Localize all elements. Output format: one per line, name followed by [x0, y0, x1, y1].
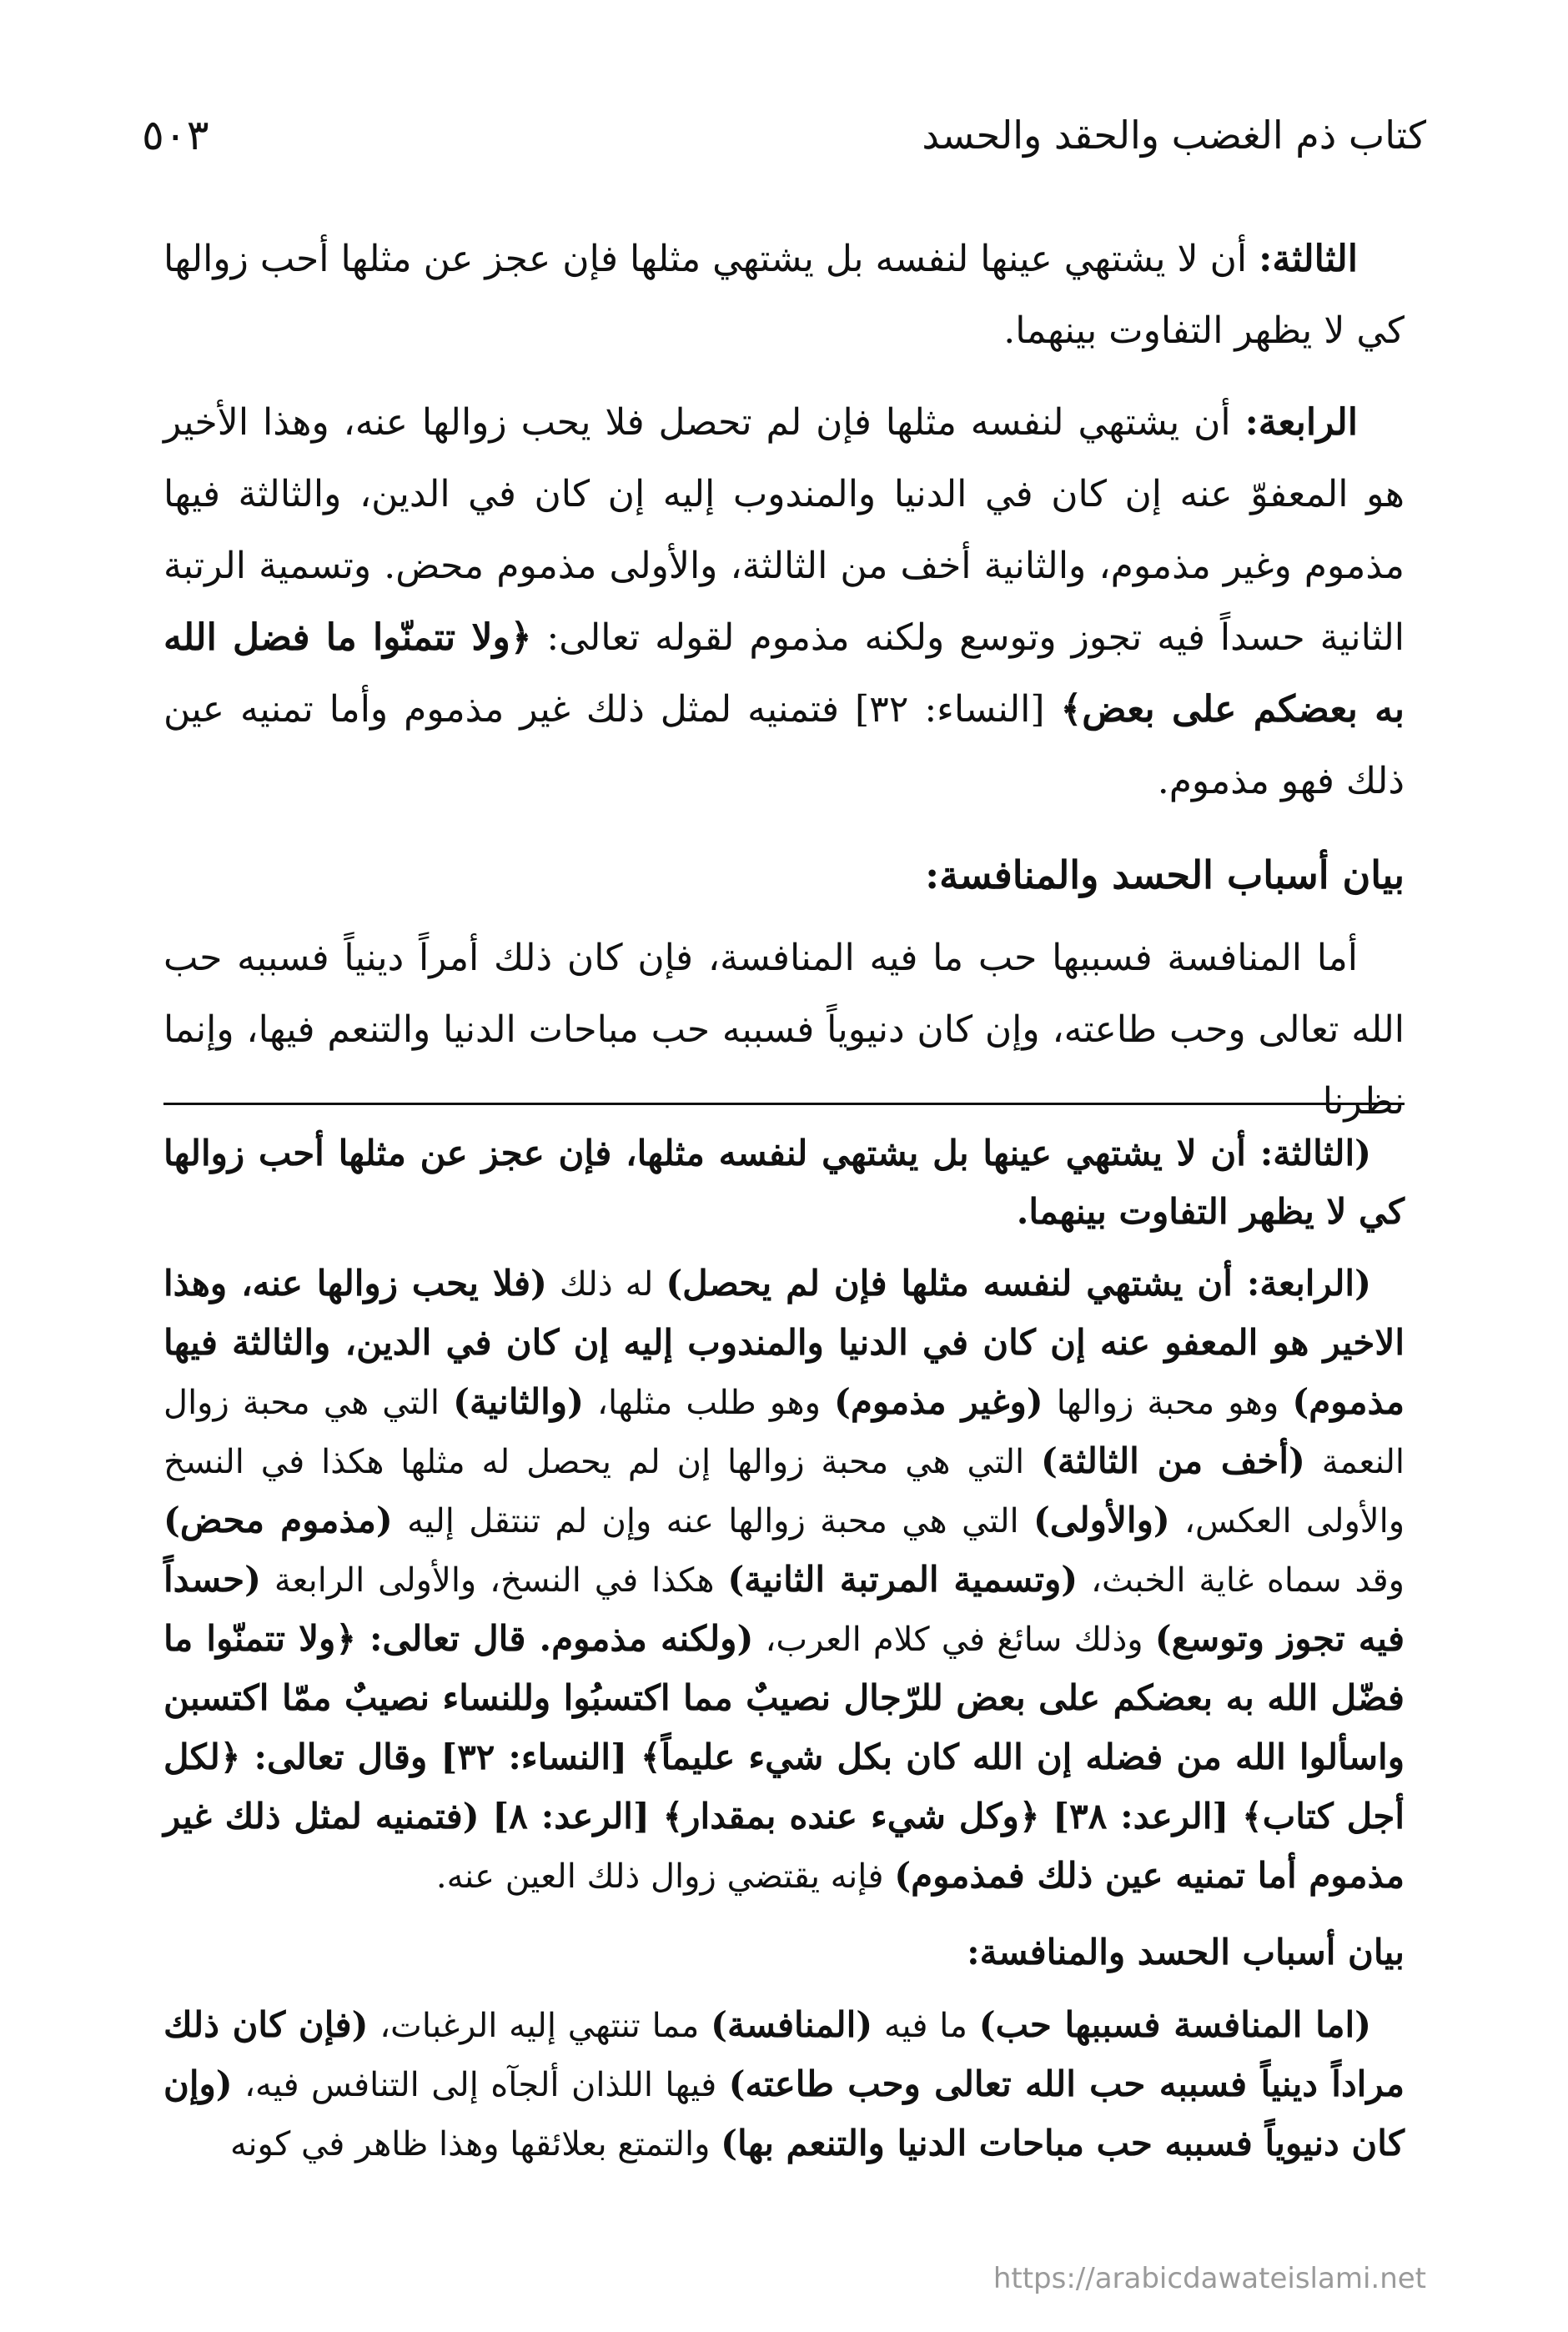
- chapter-title: كتاب ذم الغضب والحقد والحسد: [922, 113, 1426, 158]
- commentary-bold: (وغير مذموم): [834, 1381, 1043, 1422]
- paragraph-fourth: [163, 387, 1405, 817]
- paragraph-competition: أما المنافسة فسببها حب ما فيه المنافسة، فإن كان ذلك أمراً دينياً فسببه حب الله تعالى وحب طاعته، وإن كان دنيوياً فسببه حب مباحات الدنيا والتنعم فيها، وإنما نظرنا: [163, 937, 1405, 1123]
- fourth-label: الرابعة:: [1244, 401, 1358, 444]
- commentary-bold: (المنافسة): [711, 2004, 873, 2045]
- commentary-third: (الثالثة: أن لا يشتهي عينها بل يشتهي لنفسه مثلها، فإن عجز عن مثلها أحب زوالها كي لا يظهر التفاوت بينهما.: [163, 1133, 1405, 1232]
- commentary-bold: (مذموم محض): [163, 1500, 393, 1540]
- third-label: الثالثة:: [1259, 238, 1358, 280]
- commentary-competition: [163, 1996, 1405, 2174]
- commentary-bold: (وإن كان دنيوياً فسببه حب مباحات الدنيا والتنعم بها): [163, 2063, 1405, 2164]
- commentary-bold: (وتسمية المرتبة الثانية): [727, 1559, 1078, 1600]
- commentary-note: وهو طلب مثلها،: [583, 1384, 835, 1422]
- commentary-note: التي هي محبة زوالها عنه وإن لم تنتقل إليه: [392, 1502, 1033, 1540]
- section-heading: بيان أسباب الحسد والمنافسة:: [925, 852, 1405, 897]
- commentary-bold: (والأولى): [1033, 1500, 1170, 1540]
- page-number: ٥٠٣: [142, 111, 209, 159]
- commentary-bold: (ولكنه مذموم. قال تعالى: ﴿ولا تتمنّوا ما فضّل الله به بعضكم على بعض للرّجال نصيبٌ مما اكتسبُوا وللنساء نصيبٌ ممّا اكتسبن واسألوا الله من فضله إن الله كان بكل شيء عليماً﴾ [النساء: ٣٢] وقال تعالى: ﴿لكل أجل كتاب﴾ [الرعد: ٣٨] ﴿وكل شيء عنده بمقدار﴾ [الرعد: ٨] (فتمنيه لمثل ذلك غير مذموم أما تمنيه عين ذلك فمذموم): [163, 1618, 1405, 1896]
- commentary-note: وذلك سائغ في كلام العرب،: [753, 1621, 1155, 1659]
- commentary-bold: (اما المنافسة فسببها حب): [978, 2004, 1371, 2045]
- main-text: [163, 224, 1405, 1158]
- commentary-note: وهو محبة زوالها: [1043, 1384, 1293, 1422]
- quran-verse: ﴿ولا تتمنّوا ما فضل الله به بعضكم على بعض﴾: [163, 616, 1405, 731]
- commentary-heading: بيان أسباب الحسد والمنافسة:: [967, 1932, 1405, 1973]
- commentary-bold: (الرابعة: أن يشتهي لنفسه مثلها فإن لم يحصل): [666, 1263, 1371, 1304]
- commentary-note: له ذلك: [546, 1265, 666, 1304]
- commentary-note: التي هي محبة زوال النعمة: [163, 1384, 1405, 1481]
- commentary-fourth: [163, 1254, 1405, 1906]
- commentary-note: مما تنتهي إليه الرغبات،: [368, 2007, 711, 2045]
- commentary-text: [163, 1124, 1405, 2187]
- running-header: [142, 108, 1426, 175]
- commentary-bold: (فلا يحب زوالها عنه، وهذا الاخير هو المعفو عنه إن كان في الدنيا والمندوب إليه إن كان في الدين، والثالثة فيها مذموم): [163, 1263, 1405, 1422]
- commentary-note: ما فيه: [872, 2007, 979, 2045]
- commentary-note: هكذا في النسخ، والأولى الرابعة: [261, 1561, 728, 1600]
- commentary-note: التي هي محبة زوالها إن لم يحصل له مثلها هكذا في النسخ والأولى العكس،: [163, 1443, 1405, 1540]
- commentary-bold: (أخف من الثالثة): [1041, 1440, 1305, 1481]
- watermark-url: https://arabicdawateislami.net: [993, 2262, 1426, 2295]
- commentary-note: وقد سماه غاية الخبث،: [1078, 1561, 1405, 1600]
- third-text: أن لا يشتهي عينها لنفسه بل يشتهي مثلها فإن عجز عن مثلها أحب زوالها كي لا يظهر التفاوت بينهما.: [163, 238, 1405, 352]
- commentary-bold: (حسداً فيه تجوز وتوسع): [163, 1559, 1405, 1659]
- commentary-bold: (والثانية): [453, 1381, 584, 1422]
- commentary-bold: (فإن كان ذلك مراداً دينياً فسببه حب الله تعالى وحب طاعته): [163, 2004, 1405, 2104]
- commentary-note: فيها اللذان ألجآه إلى التنافس فيه،: [232, 2066, 729, 2104]
- fourth-text-a: أن يشتهي لنفسه مثلها فإن لم تحصل فلا يحب زوالها عنه، وهذا الأخير هو المعفوّ عنه إن كان في الدنيا والمندوب إليه إن كان في الدين، والثالثة فيها مذموم وغير مذموم، والثانية أخف من الثالثة، والأولى مذموم محض. وتسمية الرتبة الثانية حسداً فيه تجوز وتوسع ولكنه مذموم لقوله تعالى:: [163, 401, 1405, 659]
- commentary-note: فإنه يقتضي زوال ذلك العين عنه.: [435, 1857, 895, 1896]
- paragraph-third: [163, 224, 1405, 367]
- commentary-note: والتمتع بعلائقها وهذا ظاهر في كونه: [229, 2125, 721, 2164]
- fourth-text-b: [النساء: ٣٢] فتمنيه لمثل ذلك غير مذموم وأما تمنيه عين ذلك فهو مذموم.: [163, 688, 1405, 802]
- divider-line: [163, 1103, 1405, 1105]
